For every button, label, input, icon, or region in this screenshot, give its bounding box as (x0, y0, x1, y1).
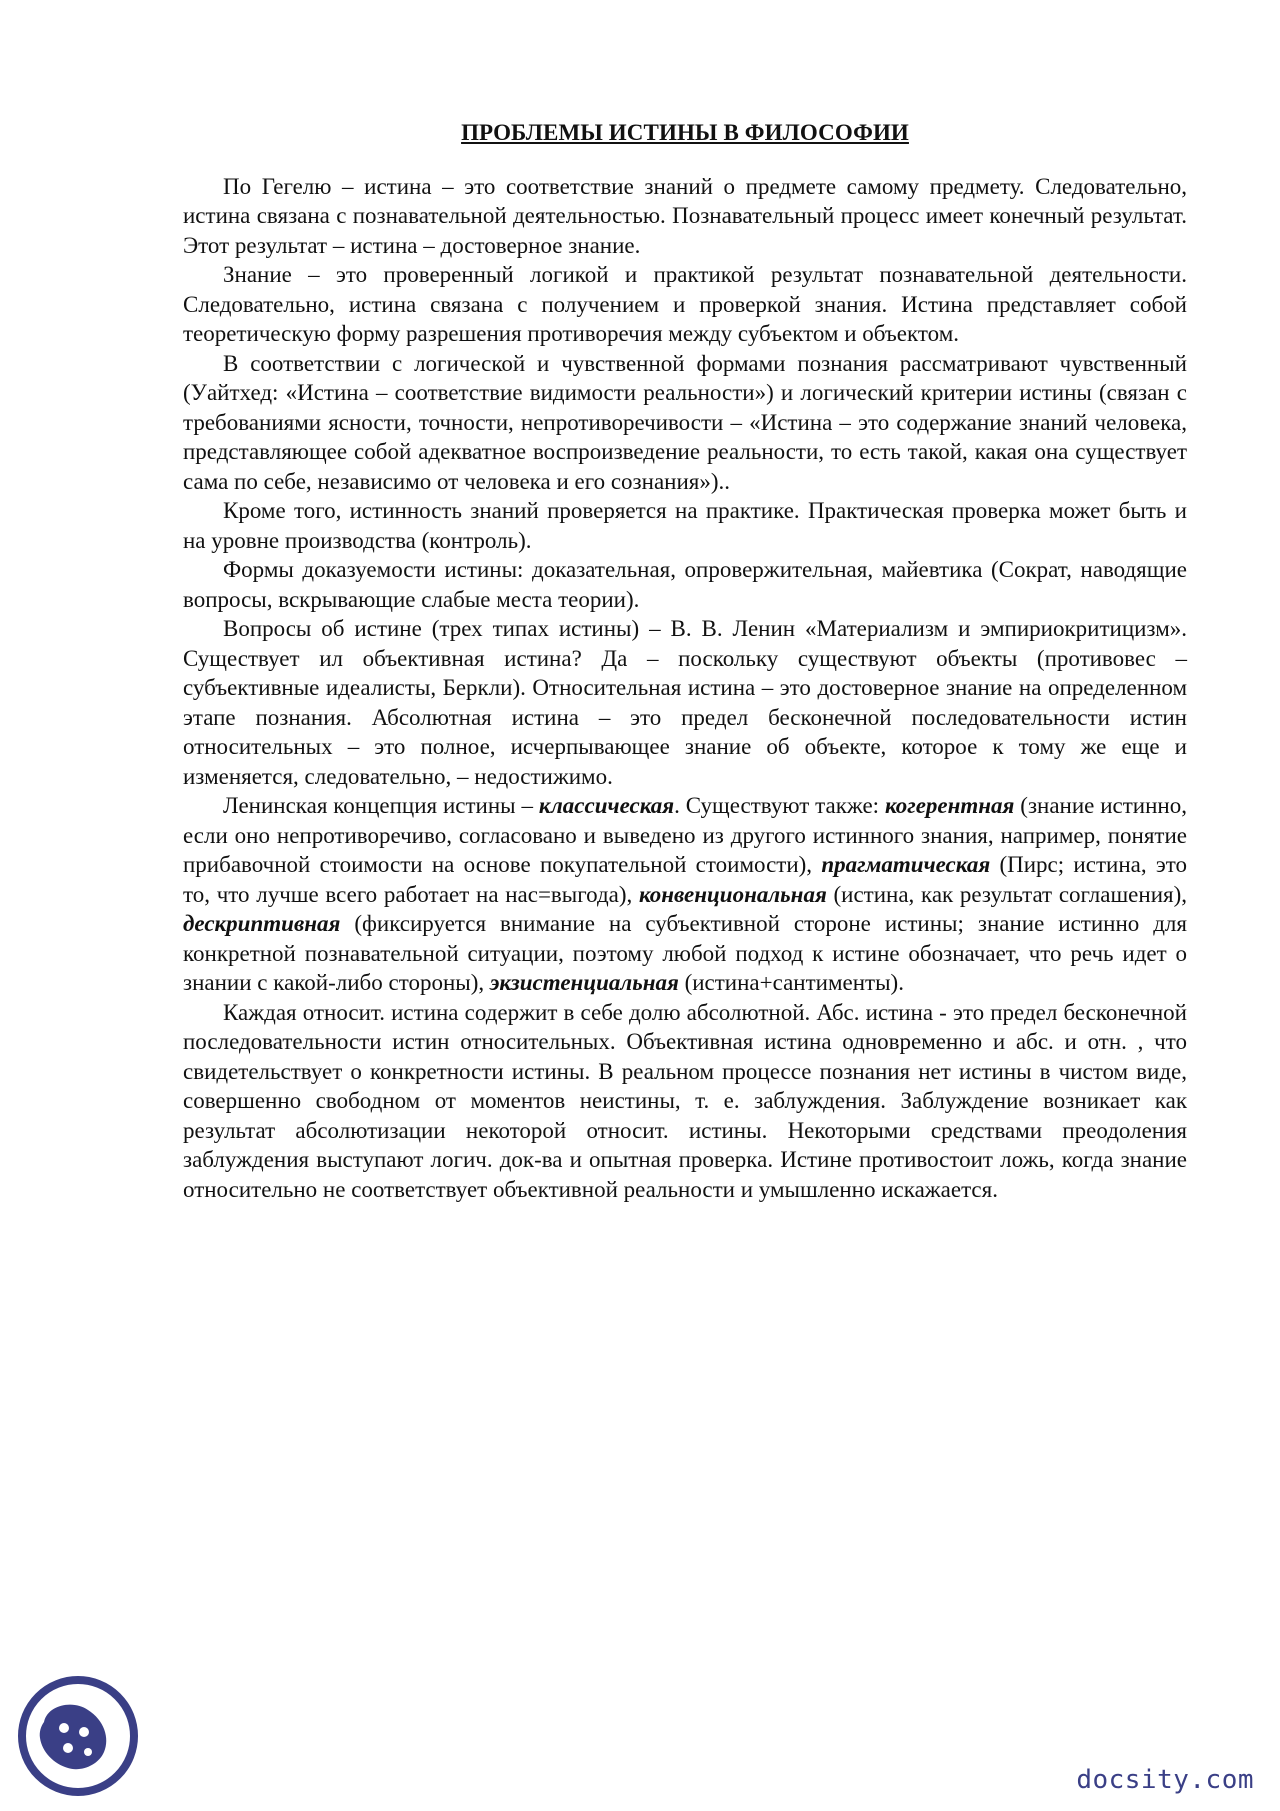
docsity-watermark[interactable]: docsity.com (1076, 1765, 1254, 1795)
docsity-logo-icon[interactable] (18, 1676, 138, 1796)
term-coherent: когерентная (884, 793, 1015, 818)
paragraph-7-text: . Существуют также: (674, 793, 885, 818)
paragraph-7-text: (истина, как результат соглашения), (826, 881, 1187, 907)
paragraph-7-text: (знание истинно, если оно непротиворечиво, согласовано и выведено из другого истинного знания, например, понятие прибавочной стоимости на основе покупательной стоимости), (183, 793, 1187, 877)
paragraph-6: Вопросы об истине (трех типах истины) – В. В. Ленин «Материализм и эмпириокритицизм». Существует ил объективная истина? Да – поскольку существуют объекты (противовес – субъективные идеалисты, Беркли). Относительная истина – это достоверное знание на определенном этапе познания. Абсолютная истина – это предел бесконечной последовательности истин относительных – это полное, исчерпывающее знание об объекте, которое к тому же еще и изменяется, следовательно, – недостижимо. (183, 616, 1187, 789)
term-conventional: конвенциональная (638, 881, 827, 907)
paragraph-7-text: (истина+сантименты). (678, 970, 904, 995)
paragraph-4: Кроме того, истинность знаний проверяется на практике. Практическая проверка может быть и на уровне производства (контроль). (183, 498, 1187, 553)
term-existential: экзистенциальная (489, 970, 679, 995)
paragraph-7 (183, 791, 1187, 998)
paragraph-7-text: (Пирс; истина, это то, что лучше всего работает на нас=выгода), (183, 852, 1187, 907)
paragraph-5: Формы доказуемости истины: доказательная, опровержительная, майевтика (Сократ, наводящие вопросы, вскрывающие слабые места теории). (183, 557, 1187, 612)
paragraph-2: Знание – это проверенный логикой и практикой результат познавательной деятельности. Следовательно, истина связана с получением и проверкой знания. Истина представляет собой теоретическую форму разрешения противоречия между субъектом и объектом. (183, 262, 1187, 346)
paragraph-8: Каждая относит. истина содержит в себе долю абсолютной. Абс. истина - это предел бесконечной последовательности истин относительных. Объективная истина одновременно и абс. и отн. , что свидетельствует о конкретности истины. В реальном процессе познания нет истины в чистом виде, совершенно свободном от моментов неистины, т. е. заблуждения. Заблуждение возникает как результат абсолютизации некоторой относит. истины. Некоторыми средствами преодоления заблуждения выступают логич. док-ва и опытная проверка. Истине противостоит ложь, когда знание относительно не соответствует объективной реальности и умышленно искажается. (183, 999, 1187, 1202)
paragraph-1: По Гегелю – истина – это соответствие знаний о предмете самому предмету. Следовательно, истина связана с познавательной деятельностью. Познавательный процесс имеет конечный результат. Этот результат – истина – достоверное знание. (183, 173, 1187, 258)
term-classical: классическая (538, 793, 675, 818)
document-body (183, 118, 1187, 1204)
paragraph-7-text: (фиксируется внимание на субъективной стороне истины; знание истинно для конкретной познавательной ситуации, поэтому любой подход к истине обозначает, что речь идет о знании с какой-либо стороны), (183, 911, 1187, 995)
document-title: ПРОБЛЕМЫ ИСТИНЫ В ФИЛОСОФИИ (461, 120, 909, 145)
term-pragmatic: прагматическая (821, 852, 991, 877)
paragraph-3: В соответствии с логической и чувственной формами познания рассматривают чувственный (Уайтхед: «Истина – соответствие видимости реальности») и логический критерии истины (связан с требованиями ясности, точности, непротиворечивости – «Истина – это содержание знаний человека, представляющее собой адекватное воспроизведение реальности, то есть такой, какая она существует сама по себе, независимо от человека и его сознания»).. (183, 350, 1187, 494)
paragraph-7-text: Ленинская концепция истины – (223, 793, 539, 818)
term-descriptive: дескриптивная (183, 911, 341, 936)
